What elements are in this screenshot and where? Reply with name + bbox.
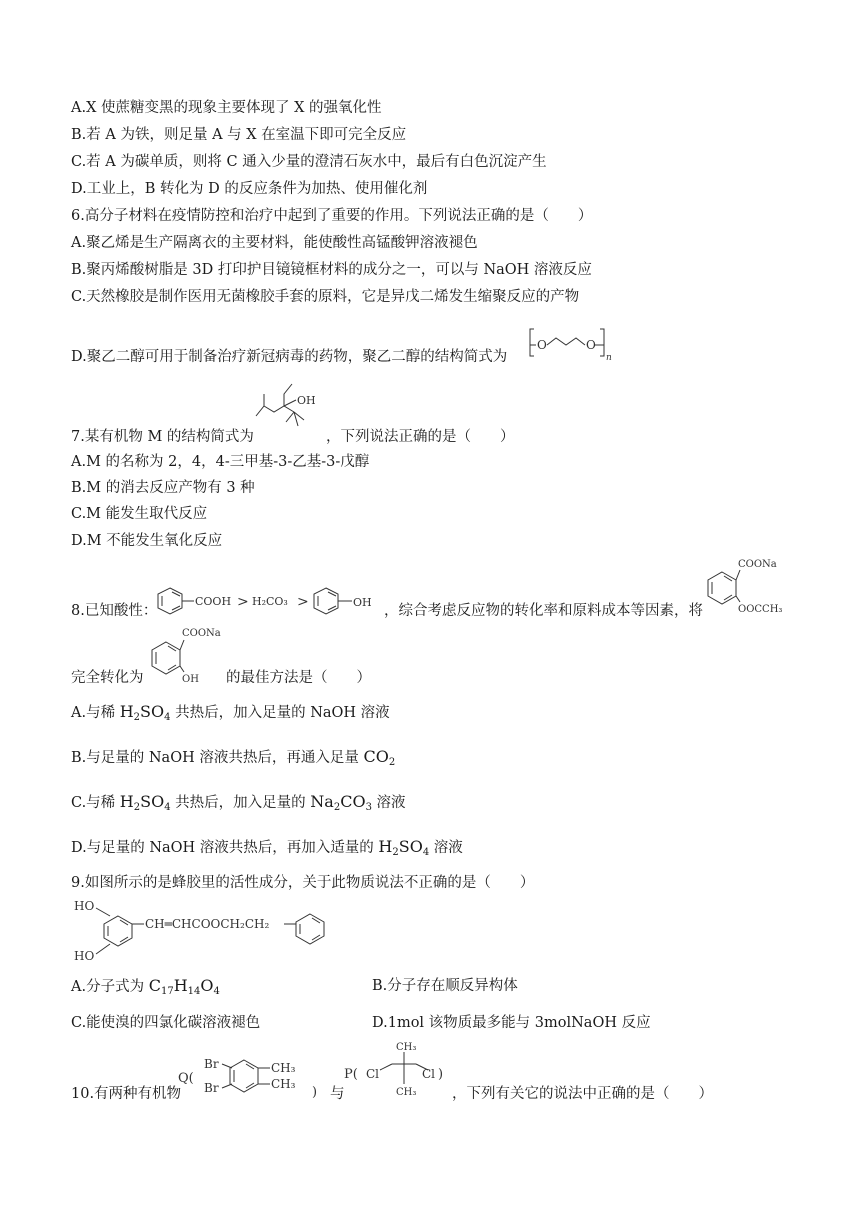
q6-option-a: A.聚乙烯是生产隔离衣的主要材料，能使酸性高锰酸钾溶液褪色 bbox=[71, 235, 478, 251]
q9-option-b: B.分子存在顺反异构体 bbox=[372, 978, 518, 994]
q8-option-c: C.与稀 $H_2SO_4$ 共热后，加入足量的 $Na_2CO_3$ 溶液 bbox=[71, 792, 406, 813]
compound-q-structure bbox=[176, 1044, 326, 1104]
q10-stem-pre: 10.有两种有机物 bbox=[71, 1086, 182, 1102]
q6-option-b: B.聚丙烯酸树脂是 3D 打印护目镜镜框材料的成分之一，可以与 NaOH 溶液反应 bbox=[71, 262, 592, 278]
q7-option-c: C.M 能发生取代反应 bbox=[71, 506, 208, 522]
compound-m-structure bbox=[252, 382, 332, 440]
q8-option-b: B.与足量的 NaOH 溶液共热后，再通入足量 $CO_2$ bbox=[71, 747, 396, 768]
peg-structure bbox=[528, 326, 612, 363]
product-oh-label: OH bbox=[182, 674, 199, 685]
peg-o2-label: O bbox=[586, 338, 596, 352]
q7-option-b: B.M 的消去反应产物有 3 种 bbox=[71, 480, 255, 496]
q8-stem-pre: 8.已知酸性： bbox=[71, 603, 158, 619]
m-oh-label: OH bbox=[297, 394, 316, 407]
q8-line2-post: 的最佳方法是（ ） bbox=[226, 670, 371, 686]
q8-stem-post: ，综合考虑反应物的转化率和原料成本等因素，将 bbox=[384, 603, 703, 619]
reactant-ester-label: OOCCH₃ bbox=[738, 604, 783, 615]
reactant-coona-label: COONa bbox=[738, 559, 777, 570]
acid-oh-label: OH bbox=[353, 596, 372, 609]
q6-option-c: C.天然橡胶是制作医用无菌橡胶手套的原料，它是异戊二烯发生缩聚反应的产物 bbox=[71, 289, 580, 305]
q8-option-a: A.与稀 $H_2SO_4$ 共热后，加入足量的 NaOH 溶液 bbox=[71, 702, 390, 723]
q7-option-a: A.M 的名称为 2，4，4-三甲基-3-乙基-3-戊醇 bbox=[71, 454, 370, 470]
q-br2-label: Br bbox=[204, 1081, 219, 1095]
q5-option-d: D.工业上，B 转化为 D 的反应条件为加热、使用催化剂 bbox=[71, 181, 428, 197]
acid-cooh-label: COOH bbox=[195, 595, 232, 608]
q9-stem: 9.如图所示的是蜂胶里的活性成分，关于此物质说法不正确的是（ ） bbox=[71, 875, 535, 891]
q6-stem: 6.高分子材料在疫情防控和治疗中起到了重要的作用。下列说法正确的是（ ） bbox=[71, 208, 593, 224]
q7-option-d: D.M 不能发生氧化反应 bbox=[71, 533, 223, 549]
acidity-order-diagram bbox=[152, 582, 384, 622]
product-coona-label: COONa bbox=[182, 628, 221, 639]
q-ch3b-label: CH₃ bbox=[271, 1077, 296, 1091]
q10-and: 与 bbox=[330, 1086, 345, 1102]
q9-option-c: C.能使溴的四氯化碳溶液褪色 bbox=[71, 1015, 261, 1031]
q-label: Q( bbox=[178, 1071, 194, 1086]
q10-stem-post: ，下列有关它的说法中正确的是（ ） bbox=[452, 1086, 713, 1102]
aspirin-salt-structure bbox=[700, 556, 796, 614]
p-ch3a-label: CH₃ bbox=[396, 1042, 417, 1053]
q7-stem-pre: 7.某有机物 M 的结构简式为 bbox=[71, 429, 254, 445]
q9-chain-label: CH═CHCOOCH₂CH₂ bbox=[145, 917, 270, 931]
p-label: P( bbox=[344, 1067, 358, 1082]
q7-stem-post: ，下列说法正确的是（ ） bbox=[326, 429, 515, 445]
acid-gt2: > bbox=[297, 594, 309, 610]
p-cl1-label: Cl bbox=[366, 1067, 380, 1081]
acid-h2co3-label: H₂CO₃ bbox=[252, 595, 288, 608]
q-br1-label: Br bbox=[204, 1057, 219, 1071]
p-ch3b-label: CH₃ bbox=[396, 1087, 417, 1098]
q9-ho1-label: HO bbox=[74, 899, 95, 913]
q-ch3a-label: CH₃ bbox=[271, 1061, 296, 1075]
q9-option-d: D.1mol 该物质最多能与 3molNaOH 反应 bbox=[372, 1015, 651, 1031]
p-cl2-label: Cl bbox=[422, 1067, 436, 1081]
p-close: ) bbox=[438, 1067, 444, 1082]
q8-option-d: D.与足量的 NaOH 溶液共热后，再加入适量的 $H_2SO_4$ 溶液 bbox=[71, 837, 463, 858]
peg-o1-label: O bbox=[537, 338, 547, 352]
peg-n-label: n bbox=[606, 353, 612, 363]
salicylate-structure bbox=[144, 624, 234, 684]
acid-gt1: > bbox=[237, 594, 249, 610]
q6-option-d: D.聚乙二醇可用于制备治疗新冠病毒的药物，聚乙二醇的结构简式为 bbox=[71, 349, 508, 365]
caffeic-ester-structure bbox=[74, 896, 344, 966]
compound-p-structure bbox=[344, 1038, 444, 1102]
q5-option-b: B.若 A 为铁，则足量 A 与 X 在室温下即可完全反应 bbox=[71, 127, 407, 143]
q5-option-a: A.X 使蔗糖变黑的现象主要体现了 X 的强氧化性 bbox=[71, 100, 382, 116]
q9-option-a: A.分子式为 $C_{17}H_{14}O_4$ bbox=[71, 976, 220, 997]
q8-line2-pre: 完全转化为 bbox=[71, 670, 144, 686]
q5-option-c: C.若 A 为碳单质，则将 C 通入少量的澄清石灰水中，最后有白色沉淀产生 bbox=[71, 154, 547, 170]
q-close: ) bbox=[312, 1085, 318, 1100]
q9-ho2-label: HO bbox=[74, 949, 95, 963]
